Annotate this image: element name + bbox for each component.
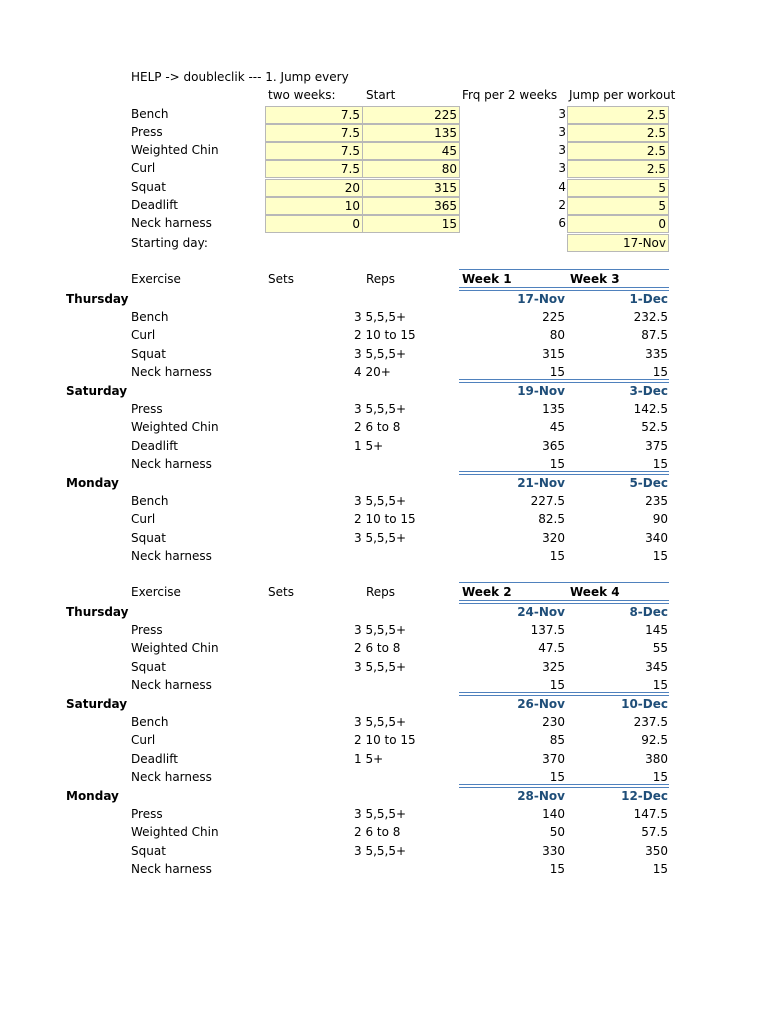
frequency-column-header: Frq per 2 weeks — [462, 88, 558, 102]
week-b-weight: 232.5 — [633, 310, 668, 324]
sets-column-header: Sets — [268, 272, 294, 286]
week-b-date: 8-Dec — [629, 605, 668, 619]
week-b-date: 1-Dec — [629, 292, 668, 306]
param-start-value: 80 — [441, 162, 457, 176]
week-header-top-border — [459, 582, 669, 583]
day-label: Monday — [66, 476, 119, 490]
week-a-weight: 50 — [549, 825, 565, 840]
exercise-name: Weighted Chin — [131, 825, 219, 840]
param-start-cell[interactable] — [362, 197, 460, 215]
param-start-value: 45 — [441, 144, 457, 158]
param-jump-per-workout-value: 2.5 — [646, 108, 666, 122]
sets-reps: 2 10 to 15 — [354, 733, 416, 748]
day-separator — [459, 379, 669, 383]
param-frequency-value: 4 — [558, 180, 566, 194]
week-b-date: 3-Dec — [629, 384, 668, 398]
day-separator — [459, 692, 669, 696]
week-a-date: 24-Nov — [517, 605, 565, 619]
week-b-weight: 57.5 — [641, 825, 668, 840]
week-b-weight: 55 — [652, 641, 668, 656]
week-a-weight: 85 — [549, 733, 565, 748]
exercise-name: Squat — [131, 346, 166, 361]
week-b-weight: 335 — [645, 346, 668, 361]
week-a-weight: 227.5 — [530, 494, 565, 508]
exercise-column-header: Exercise — [131, 585, 181, 599]
param-jump-cell[interactable] — [265, 179, 363, 197]
exercise-name: Press — [131, 623, 163, 637]
param-start-cell[interactable] — [362, 142, 460, 160]
param-exercise-name: Curl — [131, 161, 156, 175]
week-b-weight: 15 — [652, 677, 668, 692]
param-jump-per-workout-cell[interactable] — [567, 142, 669, 160]
week-a-weight: 365 — [542, 438, 565, 453]
week-header-top-border — [459, 269, 669, 270]
week-a-header: Week 2 — [462, 585, 512, 599]
sets-reps: 3 5,5,5+ — [354, 402, 407, 416]
week-a-weight: 15 — [549, 861, 565, 876]
sets-reps: 3 5,5,5+ — [354, 530, 407, 545]
param-jump-per-workout-value: 2.5 — [646, 162, 666, 176]
starting-day-cell[interactable] — [567, 234, 669, 252]
day-separator — [459, 471, 669, 475]
param-jump-value: 7.5 — [340, 162, 360, 176]
exercise-name: Squat — [131, 843, 166, 858]
week-a-weight: 325 — [542, 659, 565, 674]
param-start-value: 225 — [434, 108, 457, 122]
exercise-name: Squat — [131, 659, 166, 674]
exercise-name: Squat — [131, 530, 166, 545]
param-frequency-value: 3 — [558, 125, 566, 139]
param-frequency-value: 6 — [558, 216, 566, 230]
week-b-weight: 15 — [652, 456, 668, 471]
week-a-weight: 135 — [542, 402, 565, 416]
param-start-cell[interactable] — [362, 106, 460, 124]
exercise-name: Press — [131, 402, 163, 416]
param-frequency-value: 3 — [558, 161, 566, 175]
param-exercise-name: Bench — [131, 107, 169, 121]
week-a-weight: 15 — [549, 677, 565, 692]
week-b-date: 12-Dec — [621, 789, 668, 803]
week-a-weight: 15 — [549, 456, 565, 471]
exercise-name: Press — [131, 807, 163, 821]
exercise-name: Weighted Chin — [131, 641, 219, 656]
param-start-cell[interactable] — [362, 215, 460, 233]
param-frequency-value: 3 — [558, 143, 566, 157]
week-b-header: Week 4 — [570, 585, 620, 599]
param-jump-cell[interactable] — [265, 197, 363, 215]
sets-reps: 1 5+ — [354, 751, 384, 766]
starting-day-value: 17-Nov — [622, 236, 666, 250]
day-separator — [459, 784, 669, 788]
param-jump-per-workout-cell[interactable] — [567, 106, 669, 124]
week-b-weight: 380 — [645, 751, 668, 766]
week-b-weight: 340 — [645, 530, 668, 545]
exercise-name: Neck harness — [131, 364, 212, 379]
week-b-weight: 92.5 — [641, 733, 668, 748]
sets-reps: 2 10 to 15 — [354, 328, 416, 343]
param-frequency-value: 3 — [558, 107, 566, 121]
sets-reps: 2 10 to 15 — [354, 512, 416, 527]
week-b-weight: 235 — [645, 494, 668, 508]
week-b-date: 10-Dec — [621, 697, 668, 711]
sets-reps: 3 5,5,5+ — [354, 715, 407, 729]
param-jump-per-workout-cell[interactable] — [567, 197, 669, 215]
exercise-name: Bench — [131, 310, 169, 324]
sets-reps: 4 20+ — [354, 364, 391, 379]
week-b-weight: 142.5 — [633, 402, 668, 416]
jump-column-header: two weeks: — [268, 88, 336, 102]
week-b-weight: 350 — [645, 843, 668, 858]
exercise-name: Curl — [131, 328, 156, 343]
param-jump-cell[interactable] — [265, 124, 363, 142]
week-a-date: 21-Nov — [517, 476, 565, 490]
param-jump-cell[interactable] — [265, 142, 363, 160]
exercise-name: Weighted Chin — [131, 420, 219, 435]
param-start-value: 15 — [441, 217, 457, 231]
day-label: Monday — [66, 789, 119, 803]
param-jump-value: 7.5 — [340, 108, 360, 122]
week-b-weight: 87.5 — [641, 328, 668, 343]
exercise-name: Curl — [131, 512, 156, 527]
sets-reps: 1 5+ — [354, 438, 384, 453]
reps-column-header: Reps — [366, 272, 396, 286]
week-a-weight: 15 — [549, 769, 565, 784]
param-start-value: 135 — [434, 126, 457, 140]
week-a-weight: 137.5 — [530, 623, 565, 637]
week-a-weight: 15 — [549, 548, 565, 563]
week-a-date: 28-Nov — [517, 789, 565, 803]
week-b-weight: 15 — [652, 548, 668, 563]
sets-reps: 3 5,5,5+ — [354, 843, 407, 858]
week-b-weight: 15 — [652, 769, 668, 784]
param-exercise-name: Deadlift — [131, 198, 178, 212]
param-jump-value: 20 — [344, 181, 360, 195]
param-jump-per-workout-cell[interactable] — [567, 124, 669, 142]
week-header-bottom-border — [459, 287, 669, 291]
param-jump-per-workout-cell[interactable] — [567, 215, 669, 233]
week-b-weight: 90 — [652, 512, 668, 527]
param-start-cell[interactable] — [362, 179, 460, 197]
exercise-name: Neck harness — [131, 861, 212, 876]
param-jump-value: 7.5 — [340, 126, 360, 140]
week-a-weight: 370 — [542, 751, 565, 766]
exercise-name: Bench — [131, 494, 169, 508]
start-column-header: Start — [366, 88, 396, 102]
param-start-cell[interactable] — [362, 160, 460, 178]
week-b-weight: 15 — [652, 861, 668, 876]
week-b-weight: 52.5 — [641, 420, 668, 435]
sets-reps: 2 6 to 8 — [354, 420, 401, 435]
param-frequency-value: 2 — [558, 198, 566, 212]
sets-reps: 3 5,5,5+ — [354, 659, 407, 674]
jump-per-workout-header: Jump per workout — [569, 88, 676, 102]
reps-column-header: Reps — [366, 585, 396, 599]
week-a-weight: 15 — [549, 364, 565, 379]
week-a-weight: 330 — [542, 843, 565, 858]
param-jump-value: 10 — [344, 199, 360, 213]
week-a-date: 17-Nov — [517, 292, 565, 306]
param-jump-per-workout-value: 0 — [658, 217, 666, 231]
exercise-name: Deadlift — [131, 751, 178, 766]
param-exercise-name: Neck harness — [131, 216, 212, 230]
exercise-name: Neck harness — [131, 677, 212, 692]
week-b-weight: 237.5 — [633, 715, 668, 729]
sets-reps: 3 5,5,5+ — [354, 310, 407, 324]
week-a-weight: 230 — [542, 715, 565, 729]
exercise-name: Neck harness — [131, 548, 212, 563]
param-exercise-name: Squat — [131, 180, 166, 194]
week-b-date: 5-Dec — [629, 476, 668, 490]
param-start-cell[interactable] — [362, 124, 460, 142]
exercise-name: Neck harness — [131, 456, 212, 471]
week-header-bottom-border — [459, 600, 669, 604]
param-exercise-name: Weighted Chin — [131, 143, 219, 157]
week-b-weight: 145 — [645, 623, 668, 637]
exercise-name: Curl — [131, 733, 156, 748]
day-label: Thursday — [66, 292, 129, 306]
exercise-name: Bench — [131, 715, 169, 729]
week-b-weight: 345 — [645, 659, 668, 674]
help-text: HELP -> doubleclik --- 1. Jump every — [131, 70, 349, 84]
week-a-weight: 140 — [542, 807, 565, 821]
week-a-weight: 45 — [549, 420, 565, 435]
day-label: Saturday — [66, 697, 128, 711]
param-jump-per-workout-value: 2.5 — [646, 126, 666, 140]
param-start-value: 365 — [434, 199, 457, 213]
sets-reps: 3 5,5,5+ — [354, 494, 407, 508]
param-jump-per-workout-value: 5 — [658, 181, 666, 195]
sets-reps: 3 5,5,5+ — [354, 346, 407, 361]
week-a-weight: 315 — [542, 346, 565, 361]
param-jump-per-workout-cell[interactable] — [567, 160, 669, 178]
week-b-weight: 375 — [645, 438, 668, 453]
exercise-name: Deadlift — [131, 438, 178, 453]
param-jump-per-workout-value: 2.5 — [646, 144, 666, 158]
day-label: Thursday — [66, 605, 129, 619]
sets-reps: 2 6 to 8 — [354, 825, 401, 840]
param-start-value: 315 — [434, 181, 457, 195]
param-jump-cell[interactable] — [265, 160, 363, 178]
sets-column-header: Sets — [268, 585, 294, 599]
param-jump-value: 7.5 — [340, 144, 360, 158]
param-jump-per-workout-value: 5 — [658, 199, 666, 213]
week-b-weight: 15 — [652, 364, 668, 379]
param-jump-cell[interactable] — [265, 215, 363, 233]
week-a-weight: 80 — [549, 328, 565, 343]
param-jump-value: 0 — [352, 217, 360, 231]
param-jump-per-workout-cell[interactable] — [567, 179, 669, 197]
week-b-weight: 147.5 — [633, 807, 668, 821]
week-a-header: Week 1 — [462, 272, 512, 286]
sets-reps: 2 6 to 8 — [354, 641, 401, 656]
day-label: Saturday — [66, 384, 128, 398]
week-b-header: Week 3 — [570, 272, 620, 286]
week-a-date: 26-Nov — [517, 697, 565, 711]
week-a-date: 19-Nov — [517, 384, 565, 398]
week-a-weight: 47.5 — [538, 641, 565, 656]
param-jump-cell[interactable] — [265, 106, 363, 124]
week-a-weight: 82.5 — [538, 512, 565, 527]
starting-day-label: Starting day: — [131, 236, 208, 250]
sets-reps: 3 5,5,5+ — [354, 807, 407, 821]
sets-reps: 3 5,5,5+ — [354, 623, 407, 637]
param-exercise-name: Press — [131, 125, 163, 139]
week-a-weight: 320 — [542, 530, 565, 545]
week-a-weight: 225 — [542, 310, 565, 324]
exercise-name: Neck harness — [131, 769, 212, 784]
exercise-column-header: Exercise — [131, 272, 181, 286]
